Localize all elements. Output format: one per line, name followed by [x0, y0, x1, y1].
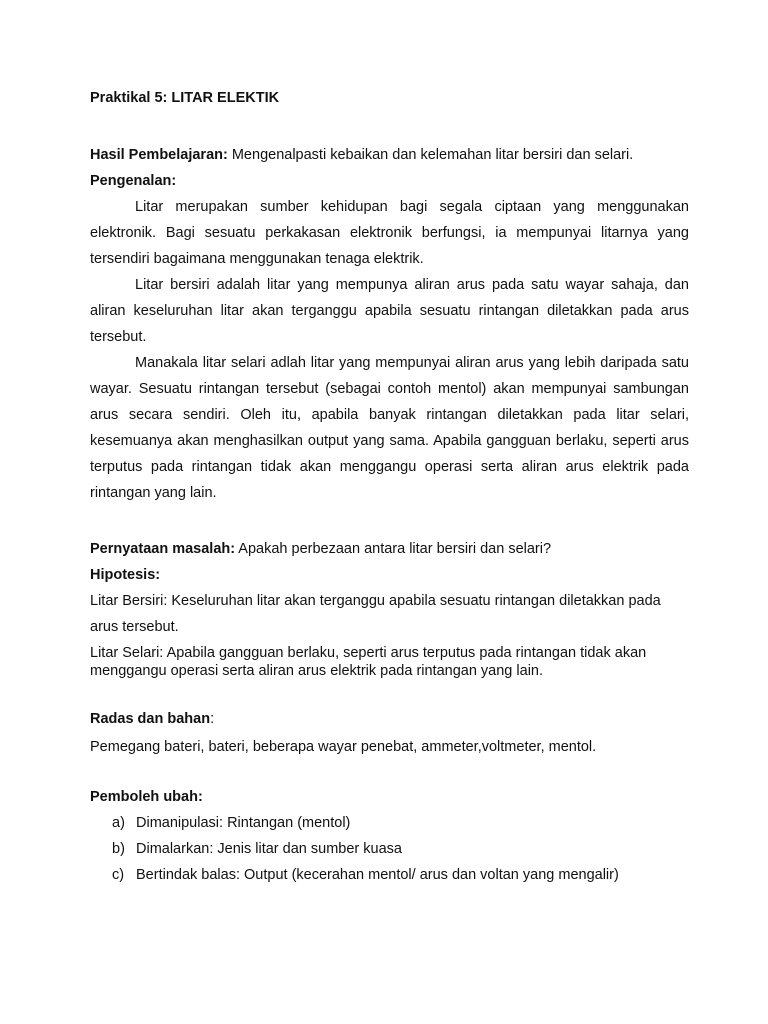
learning-outcome-text: Mengenalpasti kebaikan dan kelemahan litar bersiri dan selari. [227, 147, 634, 163]
learning-outcome [90, 142, 689, 168]
problem-statement [90, 536, 689, 562]
list-marker: c) [112, 867, 125, 883]
list-marker: b) [112, 841, 125, 857]
hypothesis-heading: Hipotesis: [90, 567, 161, 583]
introduction-heading: Pengenalan: [90, 173, 177, 189]
apparatus-heading-line [90, 706, 689, 732]
hypothesis-parallel: Litar Selari: Apabila gangguan berlaku, seperti arus terputus pada rintangan tidak akan menggangu operasi serta aliran arus elektrik pada rintangan yang lain. [90, 645, 647, 679]
spacer [90, 506, 689, 536]
introduction-paragraph-3: Manakala litar selari adlah litar yang mempunyai aliran arus yang lebih daripada satu wayar. Sesuatu rintangan tersebut (sebagai contoh mentol) akan mempunyai sambungan arus secara sendiri. Oleh itu, apabila banyak rintangan diletakkan pada litar selari, kesemuanya akan menghasilkan output yang sama. Apabila gangguan berlaku, seperti arus terputus pada rintangan tidak akan menggangu operasi serta aliran arus elektrik pada rintangan yang lain. [90, 355, 689, 501]
list-item [90, 862, 689, 888]
variables-list [90, 810, 689, 888]
list-item-text: Bertindak balas: Output (kecerahan mentol/ arus dan voltan yang mengalir) [136, 867, 619, 883]
apparatus-heading: Radas dan bahan [90, 711, 211, 727]
variables-heading: Pemboleh ubah: [90, 789, 203, 805]
introduction-paragraph-1: Litar merupakan sumber kehidupan bagi segala ciptaan yang menggunakan elektronik. Bagi sesuatu perkakasan elektronik berfungsi, ia mempunyai litarnya yang tersendiri bagaimana menggunakan tenaga elektrik. [90, 199, 689, 267]
apparatus-list: Pemegang bateri, bateri, beberapa wayar penebat, ammeter,voltmeter, mentol. [90, 739, 597, 755]
list-marker: a) [112, 815, 125, 831]
spacer [90, 108, 689, 142]
hypothesis-series: Litar Bersiri: Keseluruhan litar akan terganggu apabila sesuatu rintangan diletakkan pada arus tersebut. [90, 593, 661, 635]
introduction-paragraph-2: Litar bersiri adalah litar yang mempunya aliran arus pada satu wayar sahaja, dan aliran keseluruhan litar akan terganggu apabila sesuatu rintangan diletakkan pada arus tersebut. [90, 277, 689, 345]
spacer [90, 684, 689, 706]
spacer [90, 760, 689, 784]
document-page [90, 88, 689, 888]
problem-statement-text: Apakah perbezaan antara litar bersiri dan selari? [235, 541, 552, 557]
list-item [90, 836, 689, 862]
apparatus-colon: : [210, 711, 215, 727]
list-item-text: Dimanipulasi: Rintangan (mentol) [136, 815, 351, 831]
learning-outcome-label: Hasil Pembelajaran: [90, 147, 228, 163]
problem-statement-label: Pernyataan masalah: [90, 541, 236, 557]
document-title: Praktikal 5: LITAR ELEKTIK [90, 90, 280, 106]
list-item-text: Dimalarkan: Jenis litar dan sumber kuasa [136, 841, 402, 857]
list-item [90, 810, 689, 836]
